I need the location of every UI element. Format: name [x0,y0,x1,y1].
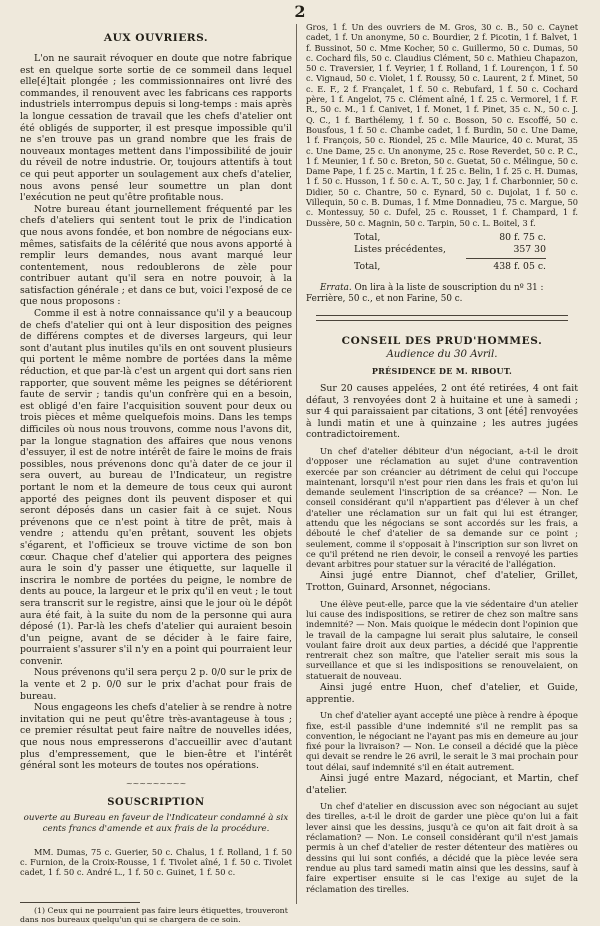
totals-label: Total, [354,260,381,272]
subscription-subtitle: ouverte au Bureau en faveur de l'Indicateur condamné à six cents francs d'amende et aux frais de la procédure. [23,812,289,834]
conseil-title: CONSEIL DES PRUD'HOMMES. [341,334,543,347]
section-separator: ~~~~~~~~~ [125,778,187,788]
article-paragraph: Nous prévenons qu'il sera perçu 2 p. 0/0 sur le prix de la vente et 2 p. 0/0 sur le prix d'achat pour frais de bureau. [20,667,292,702]
totals-label: Total, [354,231,381,243]
totals-block [354,232,578,273]
article-paragraph: Comme il est à notre connaissance qu'il y a beaucoup de chefs d'atelier qui ont à leur disposition des peignes de différens comptes et de diverses largeurs, qui leur sont d'autant plus inutiles qu'ils en ont souvent plusieurs qui portent le même nombre de portées dans la même réduction, et que par-là c'est un argent qui dort sans rien rapporter, que souvent même les peignes se détériorent faute de servir ; tandis qu'un confrère qui en a besoin, est obligé d'en faire l'acquisition souvent pour deux ou trois pièces et même quelquefois moins. Dans les temps difficiles où nous nous trouvons, comme nous l'avons dit, par la longue stagnation des affaires que nous venons d'essuyer, il est de notre intérêt de faire le moins de frais possibles, nous prévenons donc qu'à dater de ce jour il sera ouvert, au bureau de l'Indicateur, un registre portant le nom et la demeure de tous ceux qui auront apporté des peignes dont ils peuvent disposer et qui seront déposés dans un casier fait à ce sujet. Nous prévenons que ce n'est point à titre de prêt, mais à vendre ; attendu qu'en prêtant, souvent les objets s'égarent, et l'officieux se trouve victime de son bon cœur. Chaque chef d'atelier qui apportera des peignes aura le soin d'y passer une étiquette, sur laquelle il inscrira le nombre de portées du peigne, le nombre de dents au pouce, la largeur et le prix qu'il en veut ; le tout sera transcrit sur le registre, ainsi que le jour où le dépôt aura été fait, à la suite du nom de la personne qui aura déposé (1). Par-là les chefs d'atelier qui auraient besoin d'un peigne, avant de se décider à le faire faire, pourraient s'assurer s'il n'y en a point qui pourraient leur convenir. [20,308,292,667]
right-column [306,22,578,894]
article-paragraph: Notre bureau étant journellement fréquenté par les chefs d'ateliers qui sentent tout le prix de l'indication que nous avons fondée, et bon nombre de négocians eux-mêmes, satisfaits de la célérité que nous avons apporté à remplir leurs demandes, nous avant marqué leur contentement, nous redoublerons de zèle pour contribuer autant qu'il sera en notre pouvoir, à la satisfaction générale ; et dans ce but, voici l'exposé de ce que nous proposons : [20,203,292,308]
case-question: Un chef d'atelier débiteur d'un négociant, a-t-il le droit d'opposer une réclamation au sujet d'une contravention exercée par son créancier au détriment de celui qui l'occupe maintenant, lorsqu'il n'est pour rien dans les frais et qu'on lui demande seulement l'inscription de sa créance? — Non. Le conseil considérant qu'il n'appartient pas d'élever à un chef d'atelier une réclamation sur un fait qui lui est étranger, attendu que les négocians se sont accordés sur les frais, a débouté le chef d'atelier de sa demande sur ce point ; seulement, comme il s'opposait à l'inscription sur son livret on ce qu'il prétend ne rien devoir, le conseil a renvoyé les parties devant arbitres pour statuer sur la véracité de l'allégation. [306,445,578,570]
subscription-list: MM. Dumas, 75 c. Guerier, 50 c. Chalus, 1 f. Rolland, 1 f. 50 c. Furnion, de la Croix-Rousse, 1 f. Tivolet aîné, 1 f. 50 c. Tivolet cadet, 1 f. 50 c. André L., 1 f. 50 c. Guinet, 1 f. 50 c. [20,846,292,878]
totals-value: 438 f. 05 c. [493,260,546,272]
article-paragraph: L'on ne saurait révoquer en doute que notre fabrique est en quelque sorte sortie de ce sommeil dans lequel elle[é]tait plongée ; les commissionnaires ont livré des commandes, il renouvent avec les fabricans ces rapports industriels interrompus depuis si long-temps : mais après la longue cessation de travail que les chefs d'atelier ont été obligés de supporter, il est presque impossible qu'il ne s'en trouve pas un grand nombre que les frais de nouveaux montages mettent dans l'impossibilité de jouir du réveil de notre industrie. Or, toujours attentifs à tout ce qui peut apporter un soulagement aux chefs d'atelier, nous avons pensé leur soumettre un plan dont l'exécution ne peut qu'être profitable nous. [20,53,292,204]
case-judgment: Ainsi jugé entre Mazard, négociant, et Martin, chef d'atelier. [306,773,578,796]
left-column [20,22,292,925]
double-rule-separator [316,315,568,321]
article-heading: AUX OUVRIERS. [103,32,209,44]
session-summary: Sur 20 causes appelées, 2 ont été retirées, 4 ont fait défaut, 3 renvoyées dont 2 à huitaine et une à samedi ; sur 4 qui paraissaient par citations, 3 ont [été] renvoyées à lundi matin et une à quinzaine ; les autres jugées contradictoirement. [306,382,578,441]
presidence-line: PRÉSIDENCE DE M. RIBOUT. [371,365,513,376]
errata-label: Errata. [320,282,352,293]
totals-row [354,232,578,244]
case-judgment: Ainsi jugé entre Huon, chef d'atelier, et Guide, apprentie. [306,682,578,705]
case-judgment: Ainsi jugé entre Diannot, chef d'atelier, Grillet, Trotton, Guinard, Arsonnet, négocians. [306,570,578,594]
totals-value: 80 f. 75 c. [499,231,546,243]
audience-date: Audience du 30 Avril. [386,348,498,360]
totals-row [354,261,578,273]
page-number: 2 [294,2,306,21]
subscription-title: SOUSCRIPTION [107,796,205,808]
column-rule [296,24,297,904]
totals-rule [466,258,546,259]
case-question: Un chef d'atelier ayant accepté une pièce à rendre à époque fixe, est-il passible d'une indemnité s'il ne remplit pas sa convention, le négociant ne l'ayant pas mis en demeure au jour fixé pour la livraison? — Non. Le conseil a décidé que la pièce qui devait se rendre le 26 avril, le serait le 3 mai prochain pour tout délai, sauf indemnité s'il en était autrement. [306,710,578,772]
errata-text: On lira à la liste de souscription du nº 31 : Ferrière, 50 c., et non Farine, 50 c. [306,282,544,304]
case-question: Une élève peut-elle, parce que la vie sédentaire d'un atelier lui cause des indispositions, se retirer de chez son maître sans indemnité? — Non. Mais quoique le médecin dont l'opinion que le travail de la campagne lui serait plus salutaire, le conseil voulant faire droit aux deux parties, a décidé que l'apprentie rentrerait chez son maître, que l'atelier serait mis sous la surveillance et que si les indispositions se renouvelaient, on statuerait de nouveau. [306,598,578,681]
totals-label: Listes précédentes, [354,243,446,255]
article-paragraph: Nous engageons les chefs d'atelier à se rendre à notre invitation qui ne peut qu'être très-avantageuse à tous ; ce premier résultat peut faire naître de nouvelles idées, que nous nous empresserons d'accueillir avec d'autant plus d'empressement, que le bien-être et l'intérêt général sont les moteurs de toutes nos opérations. [20,702,292,772]
footnote: (1) Ceux qui ne pourraient pas faire leurs étiquettes, trouveront dans nos bureaux quelqu'un qui se chargera de ce soin. [20,905,288,925]
footnote-rule [20,902,140,903]
totals-value: 357 30 [513,243,546,255]
subscribers-list: Gros, 1 f. Un des ouvriers de M. Gros, 30 c. B., 50 c. Caynet cadet, 1 f. Un anonyme, 50 c. Bourdier, 2 f. Picotin, 1 f. Balvet, 1 f. Bussinot, 50 c. Mme Kocher, 50 c. Guillermo, 50 c. Dumas, 50 c. Cochard fils, 50 c. Claudius Clément, 50 c. Mathieu Chapazon, 50 c. Traversier, 1 f. Veyrier, 1 f. Rolland, 1 f. Lourençon, 1 f. 50 c. Vignaud, 50 c. Violet, 1 f. Roussy, 50 c. Laurent, 2 f. Minet, 50 c. E. F., 2 f. Françalet, 1 f. 50 c. Rebufard, 1 f. 50 c. Cochard père, 1 f. Angelot, 75 c. Clément aîné, 1 f. 25 c. Vermorel, 1 f. F. R., 50 c. M., 1 f. Canivet, 1 f. Monet, 1 f. Pinet, 35 c. N., 50 c. J. Q. C., 1 f. Barthélemy, 1 f. 50 c. Bosson, 50 c. Escoffé, 50 c. Bousfous, 1 f. 50 c. Chambe cadet, 1 f. Burdin, 50 c. Une Dame, 1 f. François, 50 c. Riondel, 25 c. Mlle Maurice, 40 c. Murat, 35 c. Une Dame, 25 c. Un anonyme, 25 c. Rose Reverdet, 50 c. P. C., 1 f. Meunier, 1 f. 50 c. Breton, 50 c. Guetat, 50 c. Mélingue, 50 c. Dame Pape, 1 f. 25 c. Martin, 1 f. 25 c. Belin, 1 f. 25 c. H. Dumas, 1 f. 50 c. Husson, 1 f. 50 c. A. T., 50 c. Jay, 1 f. Charbonnier, 50 c. Didier, 50 c. Chantre, 50 c. Eynard, 50 c. Dujolat, 1 f. 50 c. Villequin, 50 c. B. Dumas, 1 f. Mme Donnadieu, 75 c. Margue, 50 c. Montessuy, 50 c. Dufel, 25 c. Rousset, 1 f. Champard, 1 f. Dussère, 50 c. Magnin, 50 c. Tarpin, 50 c. L. Boitel, 3 f. [306,22,578,228]
errata [306,283,578,305]
totals-row [354,244,578,256]
case-question: Un chef d'atelier en discussion avec son négociant au sujet des tirelles, a-t-il le droit de garder une pièce qu'on lui a fait lever ainsi que les dessins, jusqu'à ce qu'on ait fait droit à sa réclamation? — Non. Le conseil considérant qu'il n'est jamais permis à un chef d'atelier de rester détenteur des matières ou dessins qui lui sont confiés, a décidé que la pièce levée sera rendue au plus tard samedi matin ainsi que les dessins, sauf à faire expertiser ensuite si le cas l'exige au sujet de la réclamation des tirelles. [306,801,578,894]
